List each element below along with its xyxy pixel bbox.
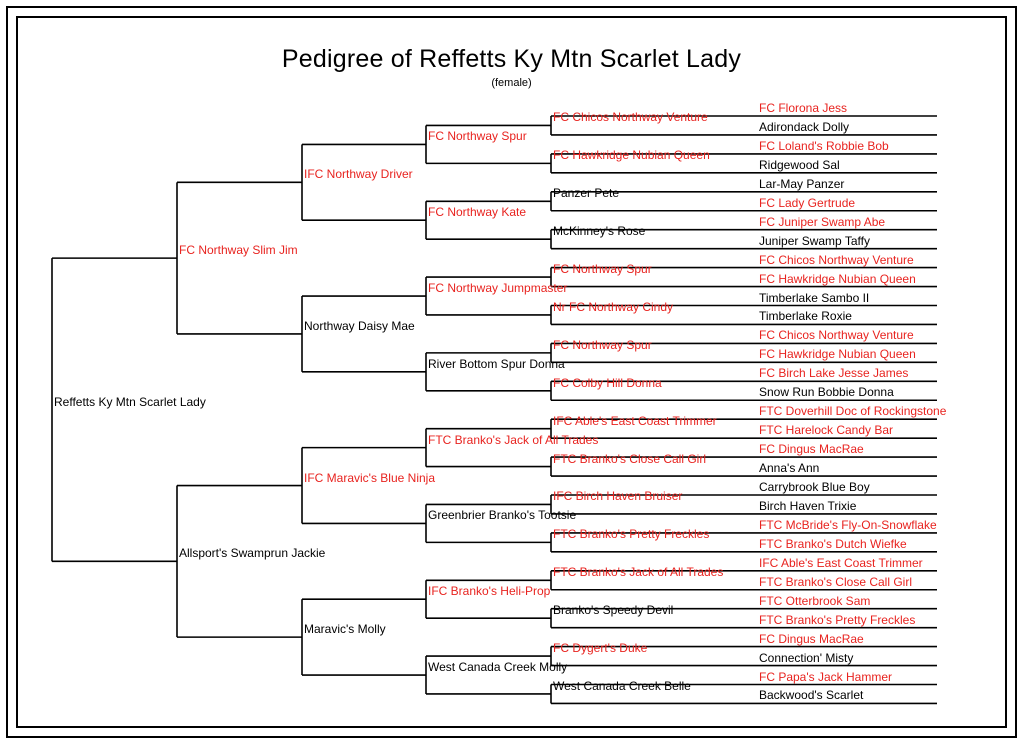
pedigree-name-gen4: FC Northway Spur	[553, 262, 652, 277]
pedigree-name-gen3: FC Northway Spur	[428, 129, 527, 144]
pedigree-name-gen5: Anna's Ann	[759, 461, 820, 476]
pedigree-name-gen5: Ridgewood Sal	[759, 157, 840, 172]
pedigree-name-gen5: FC Chicos Northway Venture	[759, 252, 914, 267]
pedigree-name-gen2: IFC Northway Driver	[304, 167, 413, 182]
pedigree-name-gen5: FTC Doverhill Doc of Rockingstone	[759, 404, 947, 419]
pedigree-name-gen5: FTC Branko's Dutch Wiefke	[759, 536, 907, 551]
pedigree-name-gen5: FC Hawkridge Nubian Queen	[759, 271, 916, 286]
pedigree-name-gen4: Nr FC Northway Cindy	[553, 299, 674, 314]
pedigree-name-gen4: Panzer Pete	[553, 186, 620, 201]
pedigree-name-gen5: FC Hawkridge Nubian Queen	[759, 347, 916, 362]
pedigree-name-gen5: Timberlake Sambo II	[759, 290, 870, 305]
pedigree-name-gen5: FC Dingus MacRae	[759, 442, 864, 457]
pedigree-subtitle: (female)	[491, 77, 532, 89]
pedigree-name-gen5: Timberlake Roxie	[759, 309, 852, 324]
pedigree-name-gen5: Snow Run Bobbie Donna	[759, 385, 894, 400]
pedigree-name-gen5: FC Papa's Jack Hammer	[759, 669, 892, 684]
pedigree-name-gen2: Maravic's Molly	[304, 622, 386, 637]
pedigree-name-gen5: FTC Harelock Candy Bar	[759, 423, 894, 438]
pedigree-name-gen5: FTC Branko's Pretty Freckles	[759, 612, 916, 627]
pedigree-name-gen4: Branko's Speedy Devil	[553, 603, 674, 618]
pedigree-name-gen4: FC Dygert's Duke	[553, 641, 648, 656]
pedigree-name-gen5: Adirondack Dolly	[759, 119, 850, 134]
pedigree-name-gen3: FTC Branko's Jack of All Trades	[428, 432, 599, 447]
pedigree-name-gen3: Greenbrier Branko's Tootsie	[428, 508, 577, 523]
pedigree-name-gen5: Birch Haven Trixie	[759, 498, 857, 513]
pedigree-name-gen5: FC Loland's Robbie Bob	[759, 138, 889, 153]
pedigree-name-gen5: FC Florona Jess	[759, 101, 848, 115]
pedigree-name-gen3: FC Northway Kate	[428, 205, 527, 220]
pedigree-name-gen5: FTC Branko's Close Call Girl	[759, 574, 912, 589]
pedigree-name-gen5: Carrybrook Blue Boy	[759, 480, 870, 494]
pedigree-name-gen5: FC Chicos Northway Venture	[759, 328, 914, 343]
pedigree-name-gen3: IFC Branko's Heli-Prop	[428, 584, 551, 599]
pedigree-name-gen5: FTC Otterbrook Sam	[759, 593, 871, 608]
pedigree-name-gen4: FC Chicos Northway Venture	[553, 110, 708, 125]
pedigree-name-gen1: FC Northway Slim Jim	[179, 243, 298, 258]
pedigree-name-gen5: FC Lady Gertrude	[759, 195, 856, 210]
pedigree-name-gen4: FTC Branko's Close Call Girl	[553, 451, 706, 466]
pedigree-name-gen4: FTC Branko's Pretty Freckles	[553, 527, 710, 542]
pedigree-name-gen3: FC Northway Jumpmaster	[428, 281, 568, 296]
pedigree-name-gen4: FTC Branko's Jack of All Trades	[553, 565, 724, 580]
pedigree-name-gen4: FC Colby Hill Donna	[553, 375, 662, 390]
pedigree-name-gen2: Northway Daisy Mae	[304, 318, 415, 333]
pedigree-name-gen4: IFC Birch Haven Bruiser	[553, 489, 683, 504]
pedigree-name-gen5: FC Juniper Swamp Abe	[759, 214, 886, 229]
pedigree-name-gen5: Connection' Misty	[759, 650, 854, 665]
pedigree-name-gen0: Reffetts Ky Mtn Scarlet Lady	[54, 394, 206, 409]
pedigree-name-gen5: IFC Able's East Coast Trimmer	[759, 555, 923, 570]
pedigree-name-gen4: IFC Able's East Coast Trimmer	[553, 413, 717, 428]
pedigree-name-gen5: Juniper Swamp Taffy	[759, 233, 870, 248]
pedigree-name-gen5: FC Dingus MacRae	[759, 631, 864, 646]
pedigree-name-gen4: FC Hawkridge Nubian Queen	[553, 148, 710, 163]
pedigree-name-gen5: FTC McBride's Fly-On-Snowflake	[759, 517, 937, 532]
pedigree-name-gen4: West Canada Creek Belle	[553, 678, 691, 693]
pedigree-name-gen2: IFC Maravic's Blue Ninja	[304, 470, 435, 485]
pedigree-name-gen4: McKinney's Rose	[553, 224, 646, 239]
pedigree-name-gen5: Lar-May Panzer	[759, 176, 845, 191]
pedigree-name-gen3: River Bottom Spur Donna	[428, 356, 565, 371]
pedigree-name-gen5: FC Birch Lake Jesse James	[759, 366, 909, 381]
pedigree-title: Pedigree of Reffetts Ky Mtn Scarlet Lady	[281, 45, 742, 73]
pedigree-name-gen1: Allsport's Swamprun Jackie	[179, 546, 326, 561]
pedigree-name-gen4: FC Northway Spur	[553, 337, 652, 352]
pedigree-name-gen5: Backwood's Scarlet	[759, 688, 864, 703]
pedigree-name-gen3: West Canada Creek Molly	[428, 660, 568, 675]
